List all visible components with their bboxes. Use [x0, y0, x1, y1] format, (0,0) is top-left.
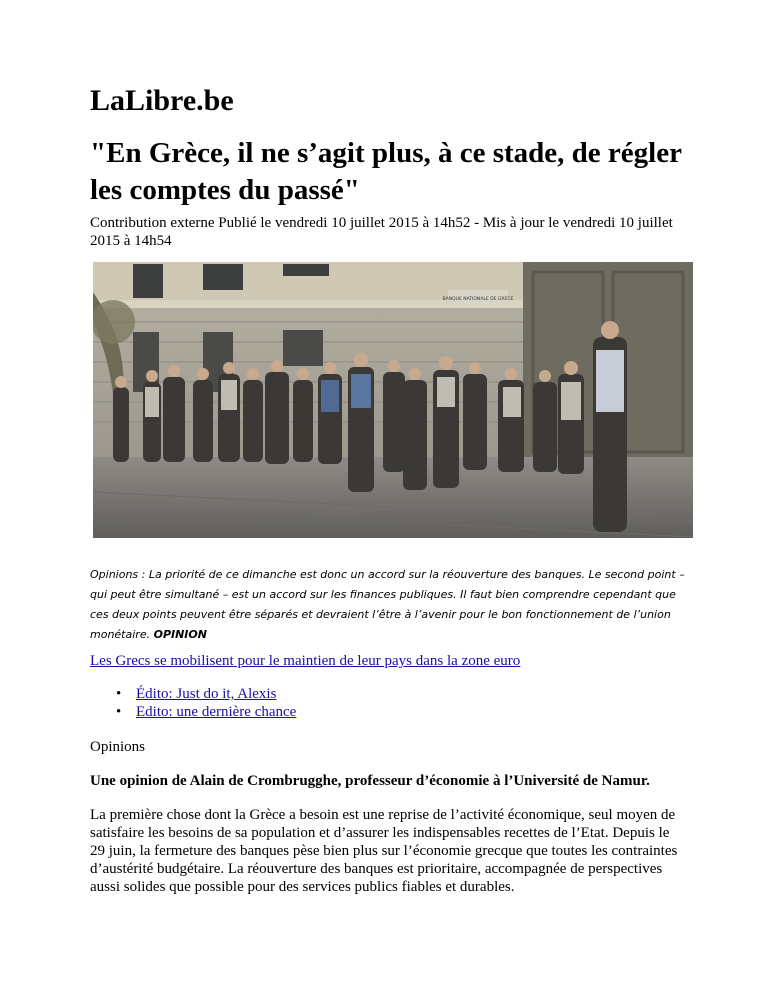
caption-text: Opinions : La priorité de ce dimanche est donc un accord sur la réouverture des banques. Le second point – qui peut être simultané – est un accord sur les finances publiques. Il faut bien comprendre cependant que ces deux points peuvent être séparés et devraient l’être à l’avenir pour le bon fonctionnement de l’union monétaire. — [90, 568, 685, 641]
article-paragraph: La première chose dont la Grèce a besoin est une reprise de l’activité économique, seul moyen de satisfaire les besoins de sa population et d’assurer les indispensables recettes de l’Etat. Depuis le 29 juin, la fermeture des banques pèse bien plus sur l’économie grecque que toutes les contraintes d’austérité budgétaire. La réouverture des banques est prioritaire, accompagnée de perspectives aussi solides que possible pour des services publics fiables et durables. — [90, 807, 678, 895]
article-title: "En Grèce, il ne s’agit plus, à ce stade, de régler les comptes du passé" — [90, 137, 682, 206]
edito-derniere-chance-link[interactable]: Edito: une dernière chance — [136, 704, 297, 720]
list-item — [90, 703, 296, 721]
edito-just-do-it-link[interactable]: Édito: Just do it, Alexis — [136, 686, 277, 702]
related-links-list — [90, 685, 296, 721]
caption-tag: OPINION — [153, 628, 207, 641]
photo-caption — [90, 565, 690, 645]
related-article-link[interactable]: Les Grecs se mobilisent pour le maintien de leur pays dans la zone euro — [90, 653, 521, 669]
article-byline: Contribution externe Publié le vendredi 10 juillet 2015 à 14h52 - Mis à jour le vendredi 10 juillet 2015 à 14h54 — [90, 215, 673, 249]
section-label: Opinions — [90, 739, 146, 755]
author-line: Une opinion de Alain de Crombrugghe, professeur d’économie à l’Université de Namur. — [90, 773, 650, 789]
article-photo — [93, 262, 693, 538]
bank-sign-text: BANQUE NATIONALE DE GRECE — [442, 297, 514, 302]
site-name[interactable]: LaLibre.be — [90, 84, 234, 117]
list-item — [90, 685, 296, 703]
